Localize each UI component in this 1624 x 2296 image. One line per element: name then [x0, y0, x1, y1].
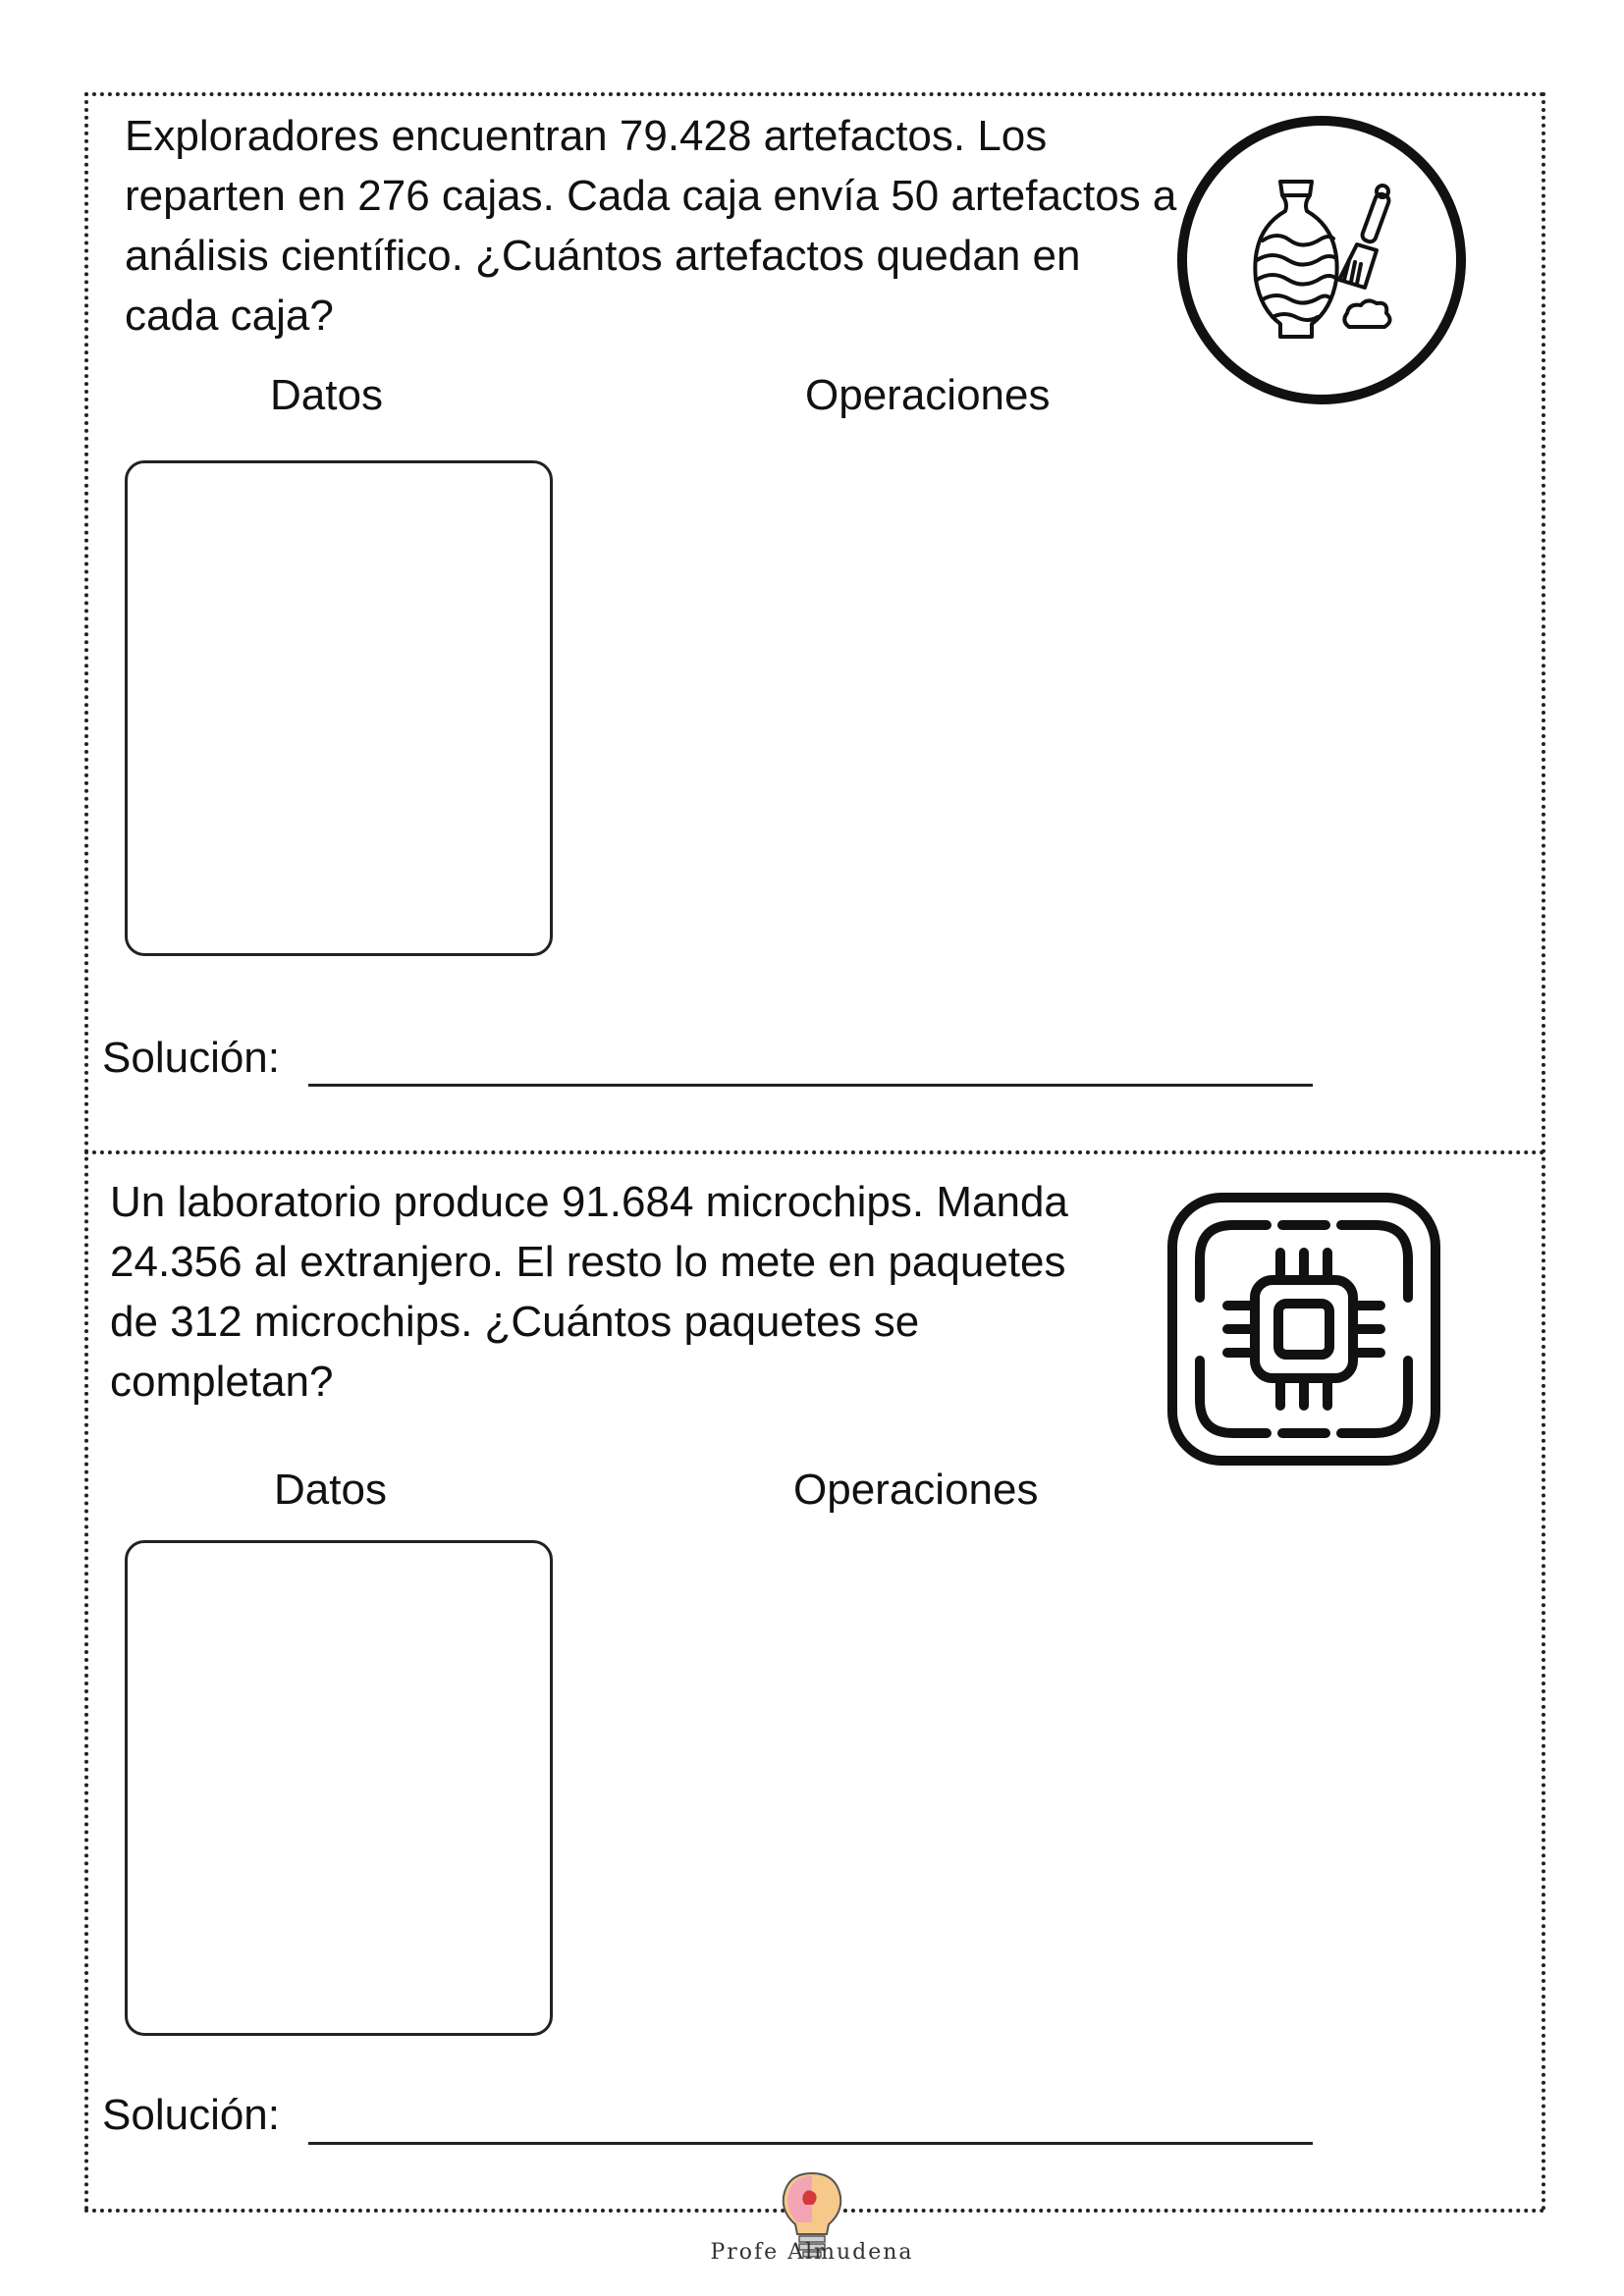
solucion-answer-line[interactable] [308, 1084, 1313, 1087]
solucion-answer-line[interactable] [308, 2142, 1313, 2145]
operaciones-heading: Operaciones [793, 1466, 1039, 1514]
section-divider [84, 1150, 1545, 1154]
lightbulb-brain-icon [776, 2169, 848, 2287]
datos-heading: Datos [270, 371, 383, 419]
vase-brush-icon [1174, 113, 1469, 407]
brand-name: Profe Almudena [710, 2240, 914, 2265]
problem-text: Exploradores encuentran 79.428 artefactos. Los reparten en 276 cajas. Cada caja envía 50 artefactos a análisis científico. ¿Cuántos artefactos quedan en cada caja? [125, 112, 1177, 340]
microchip-icon [1164, 1190, 1443, 1468]
datos-box[interactable] [125, 460, 553, 956]
solucion-label: Solución: [102, 2091, 281, 2139]
datos-heading: Datos [274, 1466, 387, 1514]
operaciones-heading: Operaciones [805, 371, 1051, 419]
solucion-label: Solución: [102, 1034, 281, 1082]
datos-box[interactable] [125, 1540, 553, 2036]
problem-text: Un laboratorio produce 91.684 microchips. Manda 24.356 al extranjero. El resto lo mete en paquetes de 312 microchips. ¿Cuántos paquetes se completan? [110, 1178, 1068, 1406]
